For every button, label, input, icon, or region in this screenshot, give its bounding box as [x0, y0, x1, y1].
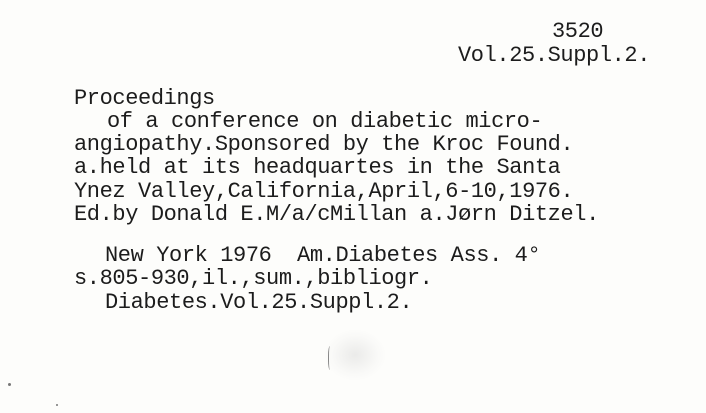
series-line: Diabetes.Vol.25.Suppl.2.: [105, 290, 413, 315]
title-heading: Proceedings: [74, 86, 215, 111]
call-number: 3520: [552, 19, 604, 44]
ink-speck: [8, 383, 11, 386]
title-line: of a conference on diabetic micro-: [107, 109, 543, 134]
title-line: a.held at its headquartes in the Santa: [74, 155, 561, 180]
punch-hole-smudge: [325, 330, 385, 380]
collation-line: s.805-930,il.,sum.,bibliogr.: [74, 266, 433, 291]
punch-hole-edge: [328, 346, 333, 370]
volume-designation: Vol.25.Suppl.2.: [458, 43, 651, 68]
editor-line: Ed.by Donald E.M/a/cMillan a.Jørn Ditzel.: [74, 202, 599, 227]
title-line: Ynez Valley,California,April,6-10,1976.: [74, 179, 574, 204]
ink-speck: [56, 404, 58, 406]
imprint-line: New York 1976 Am.Diabetes Ass. 4°: [105, 243, 541, 268]
title-line: angiopathy.Sponsored by the Kroc Found.: [74, 132, 574, 157]
